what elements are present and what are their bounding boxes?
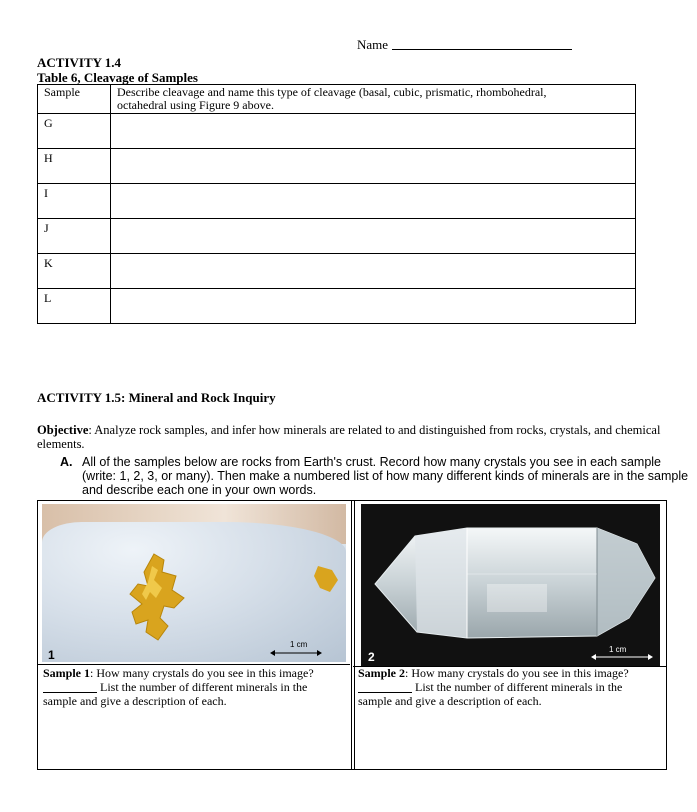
crystal-count-blank[interactable]	[43, 681, 97, 693]
sample-id: J	[38, 219, 111, 254]
table-row	[38, 289, 636, 324]
objective-paragraph	[37, 423, 682, 451]
gold-vein	[124, 552, 194, 642]
sample-1-answer-area[interactable]	[40, 712, 348, 766]
caption-divider	[37, 664, 350, 665]
sample-1-instruction: List the number of different minerals in the	[97, 680, 308, 694]
sample-2-answer-area[interactable]	[356, 712, 664, 766]
cleavage-answer-cell[interactable]	[111, 149, 636, 184]
cleavage-header-line-1: Describe cleavage and name this type of cleavage (basal, cubic, prismatic, rhombohedral,	[117, 85, 547, 99]
table-row	[38, 254, 636, 289]
sample-2-photo	[361, 504, 660, 666]
scale-label: 1 cm	[609, 645, 627, 654]
crystal-count-blank[interactable]	[358, 681, 412, 693]
grid-divider	[351, 501, 352, 769]
grid-divider	[354, 501, 355, 769]
sample-1-instruction-2: sample and give a description of each.	[43, 694, 227, 708]
scale-bar-arrow	[591, 653, 653, 661]
sample-2-label: Sample 2	[358, 666, 406, 680]
cleavage-answer-cell[interactable]	[111, 184, 636, 219]
quartz-crystal	[367, 514, 657, 644]
sample-id: H	[38, 149, 111, 184]
table-6-title: Table 6, Cleavage of Samples	[37, 70, 198, 85]
objective-label: Objective	[37, 423, 89, 437]
sample-id: K	[38, 254, 111, 289]
scale-label: 1 cm	[290, 640, 308, 649]
item-a	[60, 455, 690, 497]
sample-2-instruction: List the number of different minerals in the	[412, 680, 623, 694]
sample-id: I	[38, 184, 111, 219]
sample-id: L	[38, 289, 111, 324]
objective-text: : Analyze rock samples, and infer how minerals are related to and distinguished from rocks, crystals, and chemical elements.	[37, 423, 661, 451]
sample-1-caption	[43, 666, 343, 708]
cleavage-table	[37, 84, 636, 324]
sample-2-question: : How many crystals do you see in this image?	[405, 666, 629, 680]
sample-1-photo	[42, 504, 346, 662]
sample-id: G	[38, 114, 111, 149]
gold-fleck	[312, 564, 340, 594]
item-a-label: A.	[60, 455, 73, 469]
cleavage-answer-cell[interactable]	[111, 219, 636, 254]
cleavage-answer-cell[interactable]	[111, 254, 636, 289]
sample-number: 2	[368, 650, 375, 664]
activity-1-4-title: ACTIVITY 1.4	[37, 55, 122, 70]
sample-1-question: : How many crystals do you see in this image?	[90, 666, 314, 680]
cleavage-answer-cell[interactable]	[111, 289, 636, 324]
name-field[interactable]	[357, 37, 572, 53]
sample-column-header: Sample	[38, 85, 111, 114]
table-row	[38, 149, 636, 184]
sample-1-label: Sample 1	[43, 666, 91, 680]
name-blank-line[interactable]	[392, 37, 572, 50]
sample-2-caption	[358, 666, 663, 708]
activity-1-5-title: ACTIVITY 1.5: Mineral and Rock Inquiry	[37, 390, 276, 405]
cleavage-header-line-2: octahedral using Figure 9 above.	[117, 98, 274, 112]
sample-2-instruction-2: sample and give a description of each.	[358, 694, 542, 708]
table-row	[38, 184, 636, 219]
table-row	[38, 219, 636, 254]
cleavage-answer-cell[interactable]	[111, 114, 636, 149]
name-label: Name	[357, 37, 389, 52]
item-a-text: All of the samples below are rocks from Earth's crust. Record how many crystals you see in each sample (write: 1, 2, 3, or many). Then make a numbered list of how many different kinds of minerals are in the sample and describe each one in your own words.	[82, 455, 689, 497]
scale-bar-arrow	[270, 649, 322, 657]
cleavage-column-header	[111, 85, 636, 114]
table-header-row	[38, 85, 636, 114]
table-row	[38, 114, 636, 149]
sample-number: 1	[48, 648, 55, 662]
